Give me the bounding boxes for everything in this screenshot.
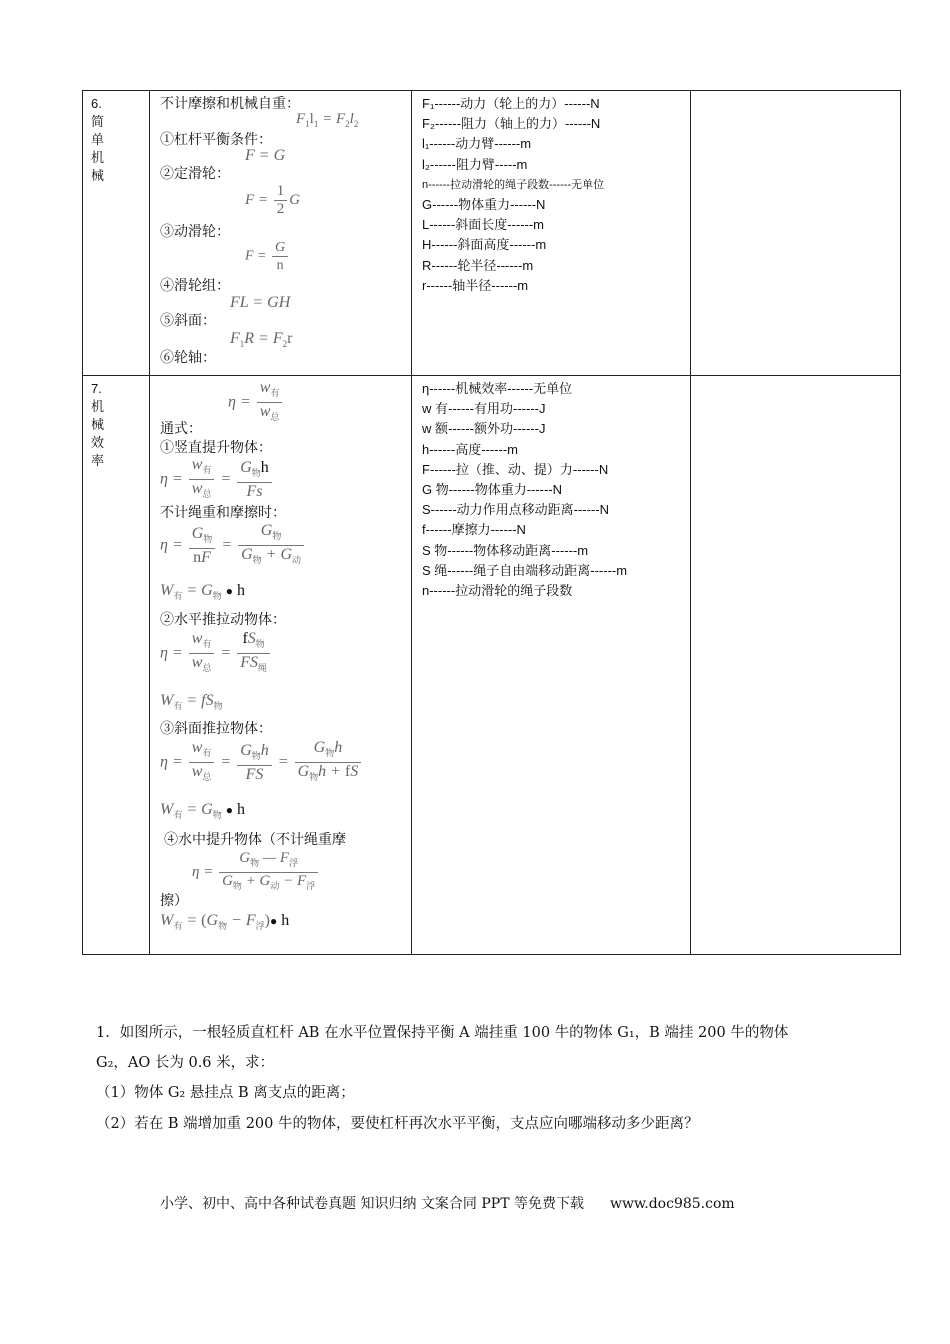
horizontal-useful-work-formula: $W_有 = fS_物$: [160, 692, 223, 712]
formula-label: ③动滑轮：: [160, 224, 230, 240]
question-line: 1．如图所示，一根轻质直杠杆 AB 在水平位置保持平衡 A 端挂重 100 牛的物体 G₁，B 端挂 200 牛的物体: [96, 1025, 789, 1041]
pulley-block-formula: F = $\frac{G}{n}$: [245, 239, 290, 274]
formula-label: 不计绳重和摩擦时：: [160, 505, 286, 521]
notes-cell: [691, 91, 901, 376]
incline-useful-work-formula: $W_有 = G_物$ ● h: [160, 801, 245, 821]
variable-line: G 物------物体重力------N: [422, 482, 563, 498]
formula-table: [82, 90, 901, 955]
variable-line: n------拉动滑轮的绳子段数: [422, 583, 573, 599]
variable-line: l₁------动力臂------m: [422, 136, 532, 152]
formula-label: 擦）: [160, 893, 188, 909]
variables-cell: [412, 91, 691, 376]
variable-line: h------高度------m: [422, 441, 519, 457]
vertical-lift-formula: η = $\frac{w_有}{w_总}$ = $\frac{G_物h}{Fs}$: [160, 456, 274, 503]
formula-label: 通式：: [160, 421, 202, 437]
row-title-char: 机: [91, 399, 105, 414]
movable-pulley-formula: F = $\frac{1}{2}$ G: [245, 183, 301, 217]
lever-formula: $F_1l_1 = F_2l_2$: [296, 111, 359, 129]
row-title-char: 械: [91, 168, 105, 183]
question-line: （1）物体 G₂ 悬挂点 B 离支点的距离；: [96, 1085, 355, 1101]
row-number: 6.: [91, 96, 102, 111]
variable-line: R------轮半径------m: [422, 257, 534, 273]
row-number: 7.: [91, 381, 102, 396]
variable-line: η------机械效率------无单位: [422, 381, 573, 396]
horizontal-pull-formula: η = $\frac{w_有}{w_总}$ = $\frac{fS_物}{FS_绳}$: [160, 630, 272, 677]
footer-url[interactable]: www.doc985.com: [609, 1196, 735, 1212]
variable-line: L------斜面长度------m: [422, 217, 545, 233]
variable-line: l₂------阻力臂-----m: [422, 156, 528, 172]
row-title-char: 率: [91, 453, 105, 468]
variable-line: n------拉动滑轮的绳子段数------无单位: [422, 178, 605, 191]
variable-line: r------轴半径------m: [422, 277, 529, 293]
water-useful-work-formula: $W_有 = (G_物$ − $F_浮)●$ h: [160, 912, 290, 932]
general-efficiency-formula: η = $\frac{w_有}{w_总}$: [228, 379, 284, 426]
formula-label: ⑤斜面：: [160, 313, 216, 329]
water-lift-formula: η = $\frac{G_物 — F_浮}{G_物 + G_动 - F_浮}$: [192, 850, 320, 895]
variable-line: F₁------动力（轮上的力）------N: [422, 96, 600, 111]
no-friction-formula: η = $\frac{G_物}{nF}$ = $\frac{G_物}{G_物 + G_动}$: [160, 522, 306, 569]
formula-label: ⑥轮轴：: [160, 350, 216, 366]
formula-label: ②定滑轮：: [160, 166, 230, 182]
table-row-efficiency: [83, 376, 901, 955]
row-number-cell: [83, 91, 150, 376]
variable-line: F₂------阻力（轴上的力）------N: [422, 116, 601, 132]
variables-cell: [412, 376, 691, 955]
row-title-char: 效: [91, 435, 105, 450]
incline-formula: FL = GH: [230, 294, 291, 311]
wheel-axle-formula: $F_1R = F_2r$: [230, 330, 293, 350]
useful-work-formula: $W_有 = G_物$ ● h: [160, 582, 245, 602]
formula-label: ①杠杆平衡条件：: [160, 132, 272, 148]
incline-efficiency-formula: η = $\frac{w_有}{w_总}$ = $\frac{G_物h}{FS}$ = $\frac{G_物h}{G_物h + fS}$: [160, 739, 363, 786]
formula-cell: [150, 376, 412, 955]
formula-label: ③斜面推拉物体：: [160, 721, 272, 737]
fixed-pulley-formula: F = G: [245, 147, 286, 164]
question-line: G₂，AO 长为 0.6 米，求：: [96, 1055, 275, 1071]
formula-label: ②水平推拉动物体：: [160, 612, 286, 628]
variable-line: F------拉（推、动、提）力------N: [422, 461, 609, 477]
row-title-char: 单: [91, 132, 105, 147]
variable-line: S------动力作用点移动距离------N: [422, 502, 610, 518]
row-title-char: 械: [91, 417, 105, 432]
variable-line: w 有------有用功------J: [422, 401, 546, 417]
question-line: （2）若在 B 端增加重 200 牛的物体，要使杠杆再次水平平衡，支点应向哪端移动多少距离？: [96, 1116, 699, 1132]
variable-line: G------物体重力------N: [422, 197, 546, 213]
notes-cell: [691, 376, 901, 955]
variable-line: H------斜面高度------m: [422, 237, 547, 253]
table-row-simple-machines: [83, 91, 901, 376]
formula-label: ①竖直提升物体：: [160, 440, 272, 456]
variable-line: S 物------物体移动距离------m: [422, 542, 589, 558]
formula-label: ④水中提升物体（不计绳重摩: [164, 832, 346, 848]
row-number-cell: [83, 376, 150, 955]
formula-label: ④滑轮组：: [160, 278, 230, 294]
footer-text: 小学、初中、高中各种试卷真题 知识归纳 文案合同 PPT 等免费下载: [160, 1196, 584, 1212]
variable-line: S 绳------绳子自由端移动距离------m: [422, 562, 628, 578]
formula-cell: [150, 91, 412, 376]
variable-line: f------摩擦力------N: [422, 522, 526, 538]
page-footer: [160, 1193, 735, 1213]
row-title-char: 简: [91, 114, 105, 129]
formula-heading: 不计摩擦和机械自重：: [160, 96, 300, 112]
row-title-char: 机: [91, 150, 105, 165]
variable-line: w 额------额外功------J: [422, 421, 546, 437]
